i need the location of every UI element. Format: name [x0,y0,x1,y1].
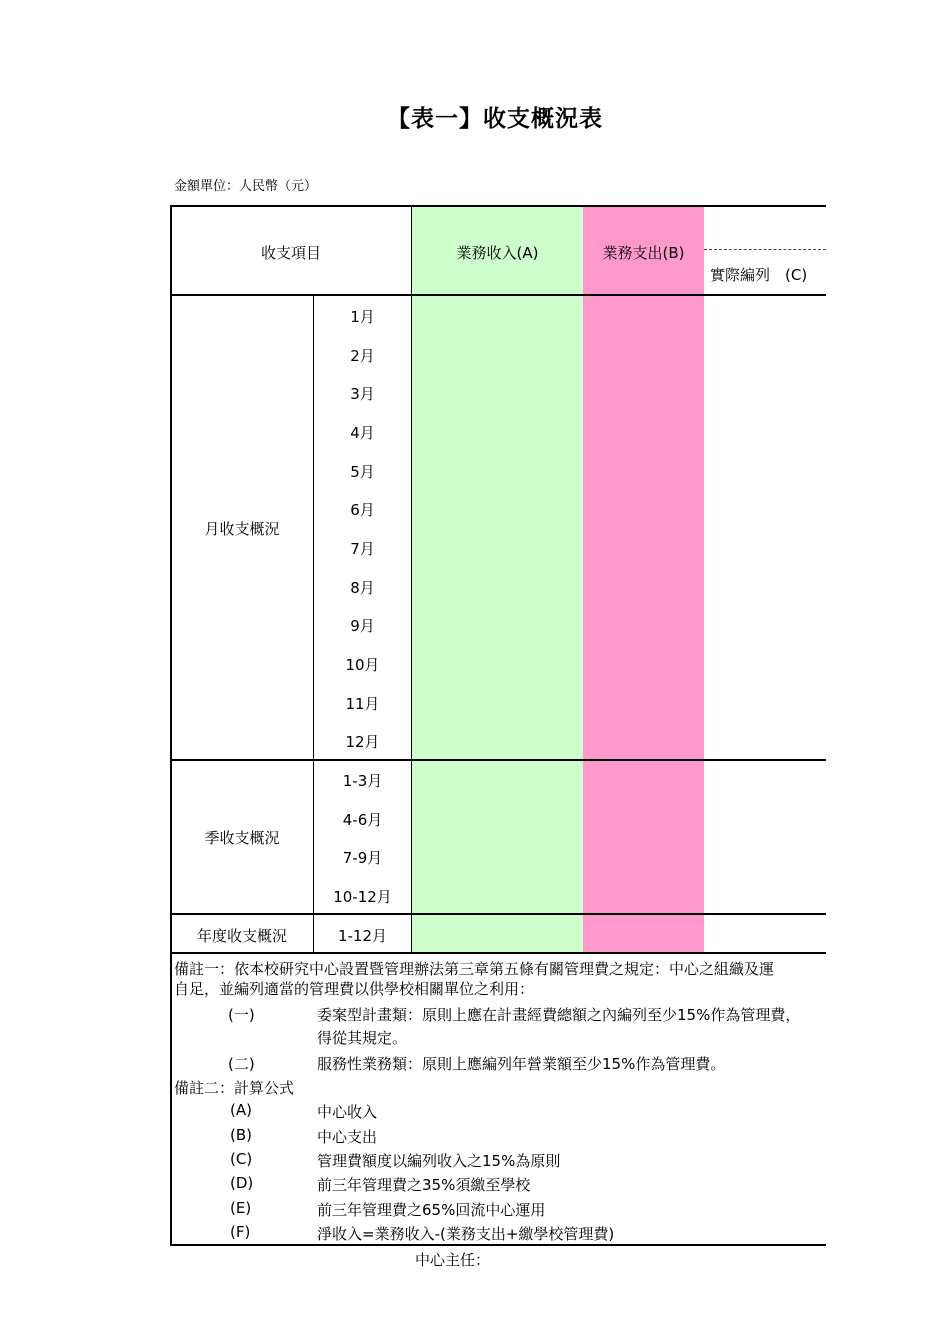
formula-text: 中心支出 [317,1128,378,1146]
note1-line2: 自足，並編列適當的管理費以供學校相關單位之利用： [174,980,535,998]
note1-item1-text-line2: 得從其規定。 [317,1029,408,1047]
formula-label: (B) [230,1126,252,1144]
dashed-divider [704,249,826,250]
header-expense: 業務支出(B) [602,244,685,262]
currency-unit-label: 金額單位：人民幣（元） [174,179,318,194]
header-income: 業務收入(A) [456,244,539,262]
header-item: 收支項目 [260,244,321,262]
formula-label: (A) [230,1101,252,1119]
item-column-divider [411,205,412,954]
note1-item1-text-line1: 委案型計畫類：原則上應在計畫經費總額之內編列至少15%作為管理費， [317,1006,801,1024]
row-label-month: 2月 [350,347,375,365]
annual-bottom-border [170,952,826,954]
monthly-bottom-border [170,759,826,761]
note1-item2-label: (二) [228,1055,255,1073]
formula-label: (E) [230,1199,252,1217]
row-label-month: 12月 [345,733,380,751]
row-label-month: 8月 [350,579,375,597]
row-label-month: 10月 [345,656,380,674]
income-column-fill [412,207,583,953]
formula-text: 前三年管理費之35%須繳至學校 [317,1176,531,1194]
row-label-month: 9月 [350,617,375,635]
note1-line1: 備註一：依本校研究中心設置暨管理辦法第三章第五條有關管理費之規定：中心之組織及運 [174,960,775,978]
row-label-quarter: 1-3月 [342,772,383,790]
formula-text: 淨收入=業務收入-(業務支出+繳學校管理費) [317,1225,615,1243]
formula-label: (C) [230,1150,253,1168]
table-top-border [170,205,826,207]
group-label-quarterly: 季收支概況 [204,829,280,847]
row-label-month: 3月 [350,385,375,403]
row-label-month: 11月 [345,695,380,713]
row-label-month: 4月 [350,424,375,442]
notes-bottom-border [170,1244,826,1246]
row-label-annual: 1-12月 [337,927,388,945]
header-actual: 實際編列 (C) [710,266,808,284]
page-title: 【表一】收支概況表 [387,106,603,132]
formula-text: 中心收入 [317,1103,378,1121]
row-label-month: 1月 [350,308,375,326]
director-signature-label: 中心主任： [415,1251,491,1269]
note1-item2-text: 服務性業務類：原則上應編列年營業額至少15%作為管理費。 [317,1055,726,1073]
row-label-quarter: 10-12月 [333,888,392,906]
header-bottom-border [170,294,826,296]
group-label-monthly: 月收支概況 [204,520,280,538]
formula-label: (D) [230,1174,254,1192]
row-label-month: 6月 [350,501,375,519]
expense-column-fill [583,207,704,953]
row-label-month: 7月 [350,540,375,558]
row-label-quarter: 7-9月 [342,849,383,867]
row-label-quarter: 4-6月 [342,811,383,829]
note2-title: 備註二：計算公式 [174,1079,295,1097]
table-left-border [170,205,172,1246]
row-label-month: 5月 [350,463,375,481]
quarterly-bottom-border [170,913,826,915]
formula-text: 管理費額度以編列收入之15%為原則 [317,1152,561,1170]
formula-text: 前三年管理費之65%回流中心運用 [317,1201,546,1219]
group-label-annual: 年度收支概況 [196,927,287,945]
formula-label: (F) [230,1223,251,1241]
note1-item1-label: (一) [228,1006,255,1024]
